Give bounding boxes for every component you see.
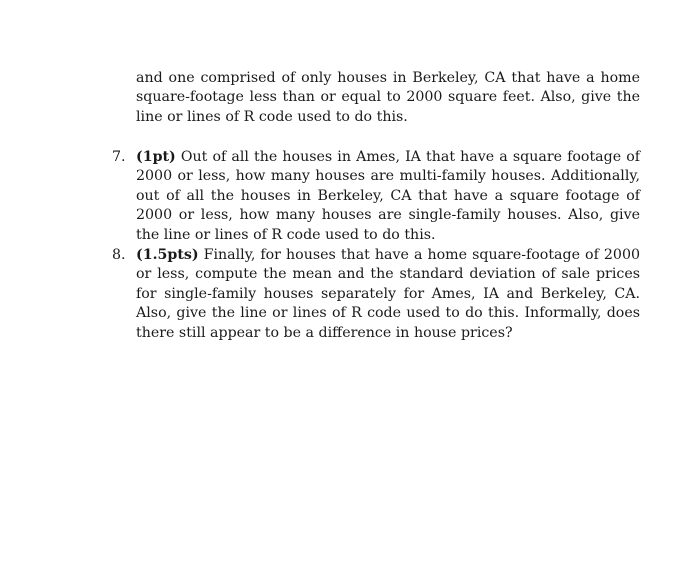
question-7-number: 7. xyxy=(112,149,126,165)
question-8 xyxy=(136,246,640,343)
continuation-text: and one comprised of only houses in Berkeley, CA that have a home square-footage less than or equal to 2000 square feet. Also, give the line or lines of R code used to do this. xyxy=(136,70,640,125)
question-8-number: 8. xyxy=(112,247,126,263)
question-8-points: (1.5pts) xyxy=(136,247,199,263)
question-7-points: (1pt) xyxy=(136,149,176,165)
question-8-text: Finally, for houses that have a home square-footage of 2000 or less, compute the mean and the standard deviation of sale prices for single-family houses separately for Ames, IA and Berkeley, CA. Also, give the line or lines of R code used to do this. Informally, does there still appear to be a difference in house prices? xyxy=(136,247,640,341)
question-7 xyxy=(136,148,640,245)
continuation-paragraph xyxy=(136,69,640,127)
question-7-text: Out of all the houses in Ames, IA that have a square footage of 2000 or less, how many houses are multi-family houses. Additionally, out of all the houses in Berkeley, CA that have a square footage of 2000 or less, how many houses are single-family houses. Also, give the line or lines of R code used to do this. xyxy=(136,149,640,243)
